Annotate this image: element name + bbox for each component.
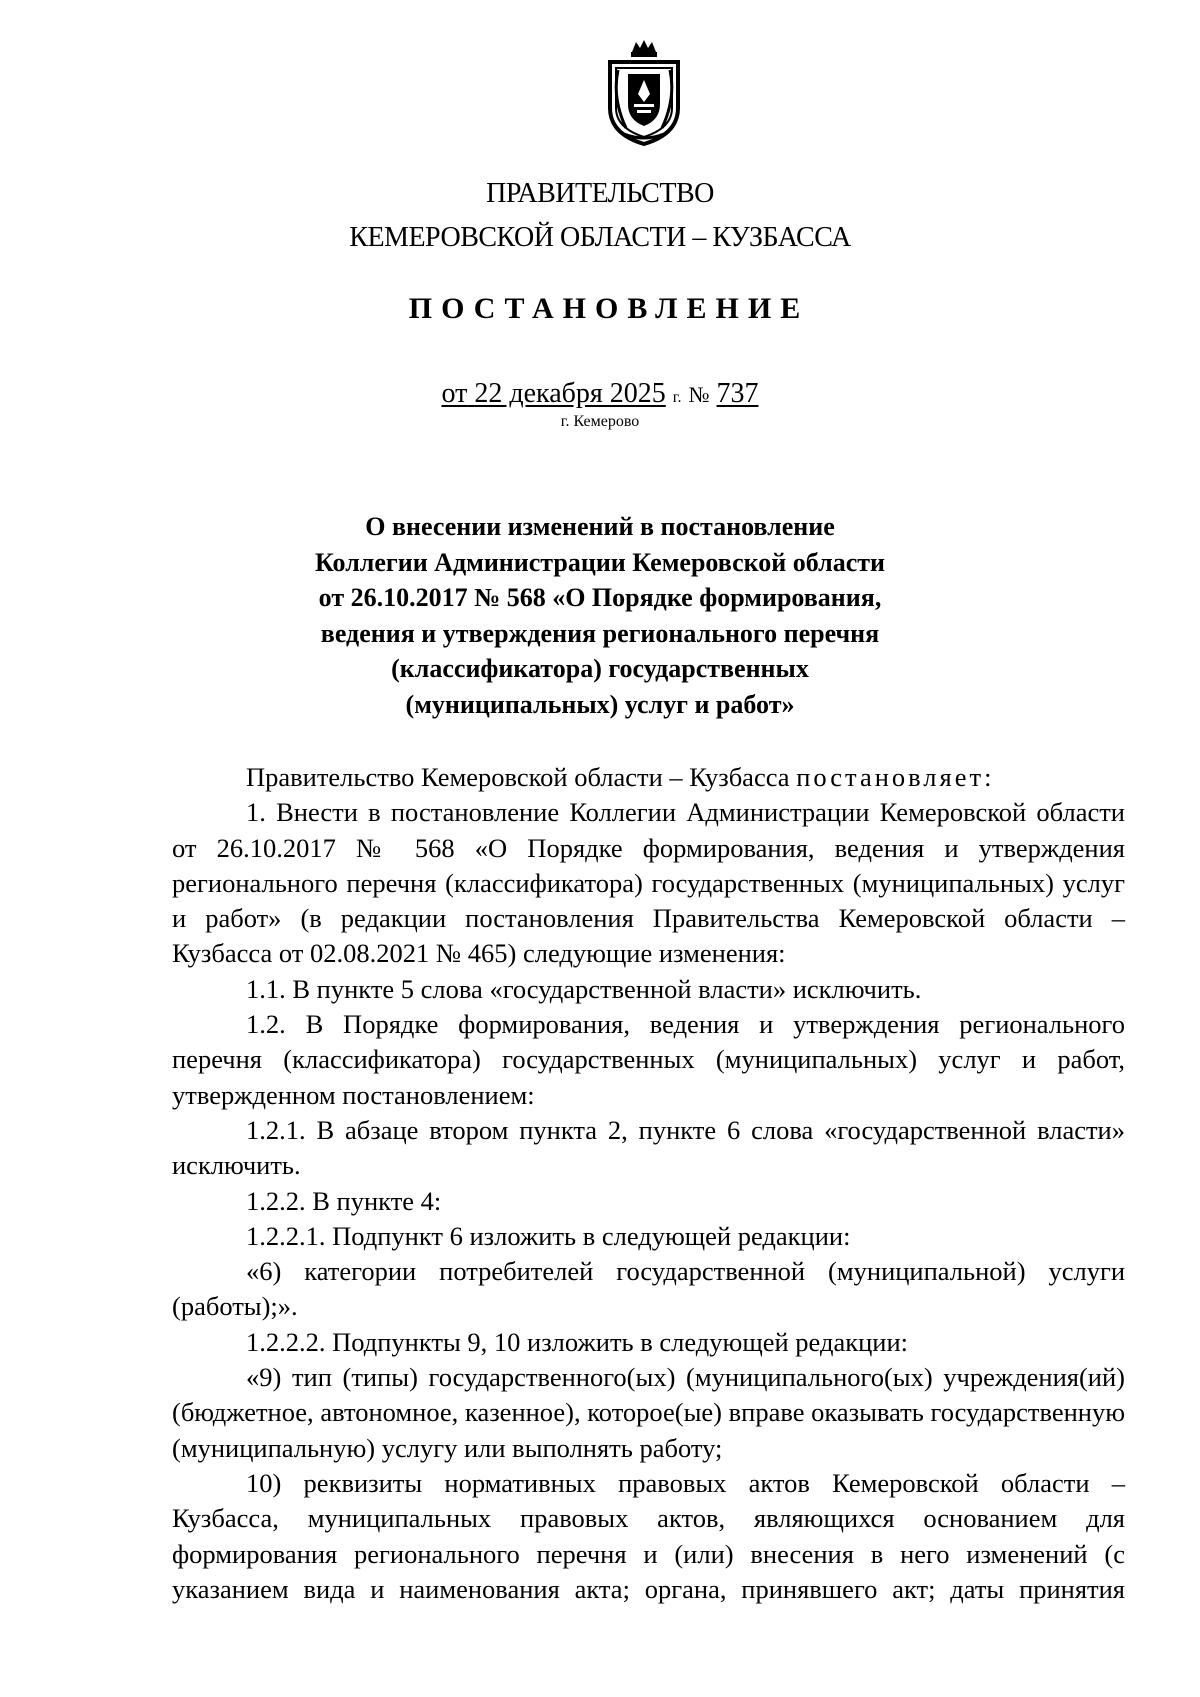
organization-name-line-1: ПРАВИТЕЛЬСТВО bbox=[486, 178, 714, 209]
paragraph-subitem-9: «9) тип (типы) государственного(ых) (муниципального(ых) учреждения(ий) (бюджетное, автономное, казенное), которое(ые) вправе оказывать государственную (муниципальную) услугу или выполнять работу; bbox=[172, 1362, 1125, 1463]
title-line: О внесении изменений в постановление bbox=[365, 512, 835, 541]
paragraph-1-2: 1.2. В Порядке формирования, ведения и утверждения регионального перечня (классификатора) государственных (муниципальных) услуг и работ, утвержденном постановлением: bbox=[172, 1009, 1125, 1110]
paragraph-1: 1. Внести в постановление Коллегии Администрации Кемеровской области от 26.10.2017 № 568 «О Порядке формирования, ведения и утверждения регионального перечня (классификатора) государственных (муниципальных) услуг и работ» (в редакции постановления Правительства Кемеровской области – Кузбасса от 02.08.2021 № 465) следующие изменения: bbox=[172, 797, 1125, 969]
paragraph-1-1: 1.1. В пункте 5 слова «государственной власти» исключить. bbox=[246, 973, 922, 1004]
document-number: 737 bbox=[716, 378, 759, 409]
document-body bbox=[172, 760, 1125, 1607]
paragraph-1-2-1: 1.2.1. В абзаце втором пункта 2, пункте 6 слова «государственной власти» исключить. bbox=[172, 1114, 1125, 1181]
document-date: 22 декабря 2025 bbox=[474, 378, 666, 409]
number-sign: № bbox=[688, 382, 710, 407]
title-line: (муниципальных) услуг и работ» bbox=[405, 689, 795, 719]
title-line: Коллегии Администрации Кемеровской области bbox=[314, 547, 886, 577]
paragraph-subitem-10: 10) реквизиты нормативных правовых актов Кемеровской области – Кузбасса, муниципальных правовых актов, являющихся основанием для формирования регионального перечня и (или) внесения в него изменений (с указанием вида и наименования акта; органа, принявшего акт; даты принятия bbox=[172, 1467, 1125, 1604]
document-type: ПОСТАНОВЛЕНИЕ bbox=[408, 292, 810, 325]
enacting-clause-verb: постановляет bbox=[796, 762, 985, 792]
title-line: от 26.10.2017 № 568 «О Порядке формирования, bbox=[318, 583, 882, 613]
document-title bbox=[0, 509, 1200, 723]
organization-name-line-2: КЕМЕРОВСКОЙ ОБЛАСТИ – КУЗБАССА bbox=[349, 222, 851, 253]
date-prefix: от bbox=[441, 378, 468, 409]
enacting-clause-end: : bbox=[984, 762, 992, 792]
paragraph-1-2-2-2: 1.2.2.2. Подпункты 9, 10 изложить в следующей редакции: bbox=[246, 1326, 908, 1357]
title-line: (классификатора) государственных bbox=[391, 654, 809, 684]
paragraph-subitem-6: «6) категории потребителей государственной (муниципальной) услуги (работы);». bbox=[172, 1256, 1125, 1322]
coat-of-arms-emblem bbox=[604, 38, 684, 148]
document-city: г. Кемерово bbox=[560, 413, 640, 430]
enacting-clause bbox=[172, 760, 1125, 795]
paragraph-1-2-2: 1.2.2. В пункте 4: bbox=[246, 1185, 442, 1216]
paragraph-1-2-2-1: 1.2.2.1. Подпункт 6 изложить в следующей редакции: bbox=[246, 1220, 851, 1251]
year-suffix: г. bbox=[672, 389, 682, 406]
title-line: ведения и утверждения регионального перечня bbox=[320, 618, 880, 648]
document-date-line bbox=[0, 378, 1200, 410]
enacting-clause-lead: Правительство Кемеровской области – Кузбасса bbox=[246, 762, 797, 792]
